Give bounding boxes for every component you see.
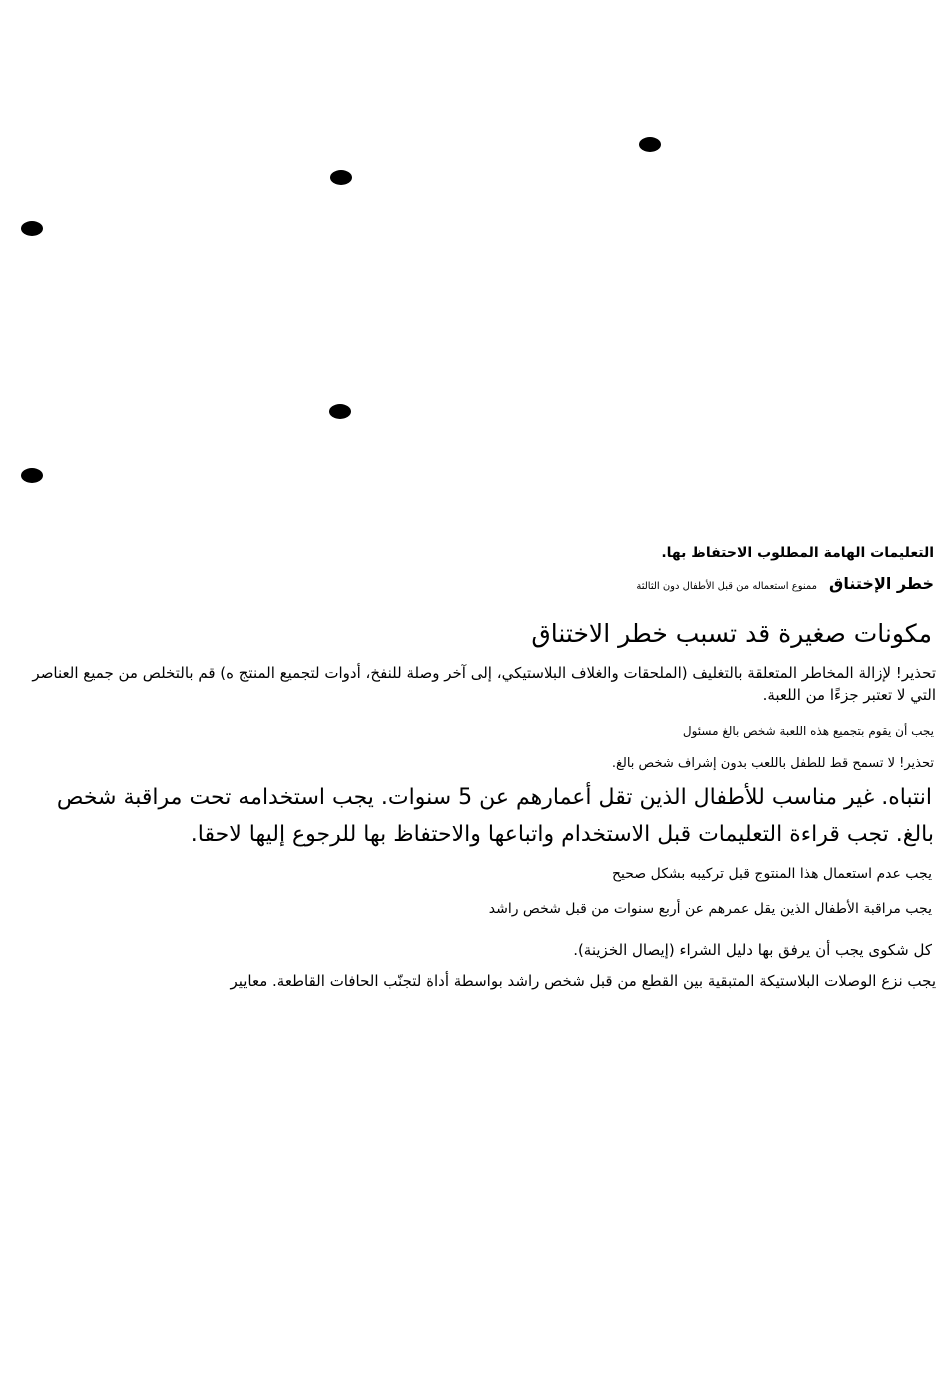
age-warning-row (636, 574, 934, 593)
age-restriction-text: ممنوع استعماله من قبل الأطفال دون الثالثة (636, 581, 818, 592)
registration-dot (330, 170, 352, 185)
caution-line-1: انتباه. غير مناسب للأطفال الذين تقل أعمارهم عن 5 سنوات. يجب استخدامه تحت مراقبة شخص (56, 785, 932, 810)
registration-dot (21, 468, 43, 483)
supervision-warning: تحذير! لا تسمح قط للطفل باللعب بدون إشراف شخص بالغ. (611, 756, 934, 771)
remove-plastic-note: يجب نزع الوصلات البلاستيكة المتبقية بين القطع من قبل شخص راشد بواسطة أداة لتجنّب الحافات القاطعة. معايير (230, 972, 936, 990)
child-supervision-note: يجب مراقبة الأطفال الذين يقل عمرهم عن أربع سنوات من قبل شخص راشد (488, 901, 932, 917)
small-parts-warning: مكونات صغيرة قد تسبب خطر الاختناق (531, 619, 932, 648)
choking-hazard-label: خطر الإختناق (829, 574, 934, 593)
caution-line-2: بالغ. تجب قراءة التعليمات قبل الاستخدام واتباعها والاحتفاظ بها للرجوع إليها لاحقا. (190, 822, 934, 847)
assembly-note: يجب عدم استعمال هذا المنتوج قبل تركيبه بشكل صحيح (611, 866, 932, 882)
registration-dot (639, 137, 661, 152)
registration-dot (21, 221, 43, 236)
document-title: التعليمات الهامة المطلوب الاحتفاظ بها. (661, 545, 934, 561)
registration-dot (329, 404, 351, 419)
complaint-note: كل شكوى يجب أن يرفق بها دليل الشراء (إيصال الخزينة). (573, 941, 932, 959)
adult-assembly-note: يجب أن يقوم بتجميع هذه اللعبة شخص بالغ مسئول (682, 724, 934, 738)
packaging-warning: تحذير! لإزالة المخاطر المتعلقة بالتغليف (الملحقات والغلاف البلاستيكي، إلى آخر وصلة للنفخ، أدوات لتجميع المنتج ه) قم بالتخلص من جميع العناصر التي لا تعتبر جزءًا من اللعبة. (32, 664, 936, 704)
